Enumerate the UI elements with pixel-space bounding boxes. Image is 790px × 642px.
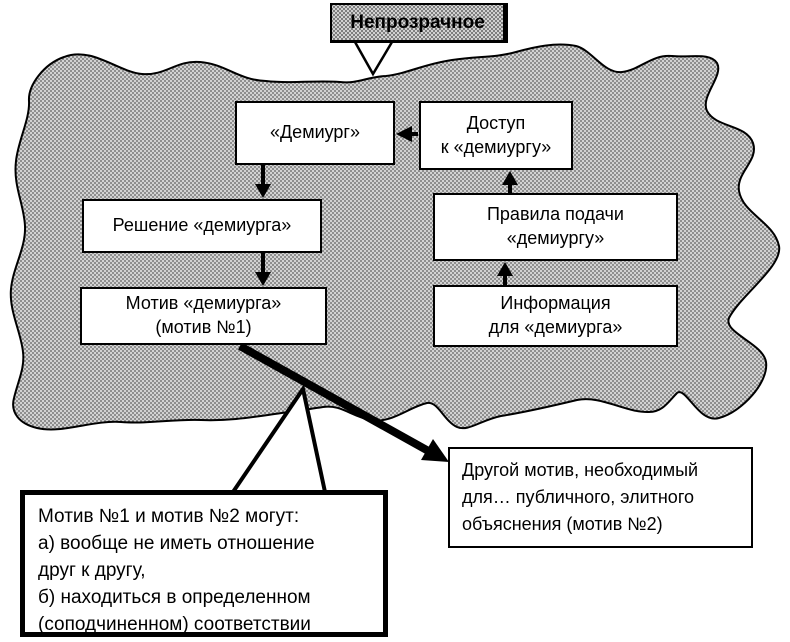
box-line: Доступ xyxy=(466,112,526,133)
box-line: Другой мотив, необходимый xyxy=(462,460,699,480)
box-line: «Демиург» xyxy=(269,122,361,143)
box-line: Информация xyxy=(500,293,611,314)
box-line: (соподчиненном) соответствии xyxy=(38,613,311,635)
box-line: друг к другу, xyxy=(38,559,146,581)
box-rules xyxy=(433,193,678,261)
box-demiurge xyxy=(235,101,395,165)
box-line: объяснения (мотив №2) xyxy=(462,514,663,534)
box-decision xyxy=(82,199,322,253)
box-line: для «демиурга» xyxy=(488,317,623,337)
box-other-motive xyxy=(448,447,753,548)
box-line: (мотив №1) xyxy=(155,317,252,337)
box-motives-note xyxy=(20,490,388,637)
box-line: а) вообще не иметь отношение xyxy=(38,532,315,554)
box-line: Решение «демиурга» xyxy=(112,215,292,236)
box-motive-1 xyxy=(80,287,327,345)
box-line: для… публичного, элитного xyxy=(462,487,694,507)
box-line: Мотив «демиурга» xyxy=(125,293,282,314)
opaque-label-text: Непрозрачное xyxy=(350,11,485,33)
opaque-label xyxy=(330,3,508,43)
box-line: «демиургу» xyxy=(506,228,605,248)
box-access xyxy=(419,101,573,170)
box-information xyxy=(433,285,678,347)
box-line: Правила подачи xyxy=(486,204,624,225)
label-pointer xyxy=(355,42,392,74)
box-line: к «демиургу» xyxy=(440,136,552,157)
box-line: Мотив №1 и мотив №2 могут: xyxy=(38,506,300,527)
box-line: б) находиться в определенном xyxy=(38,586,311,608)
